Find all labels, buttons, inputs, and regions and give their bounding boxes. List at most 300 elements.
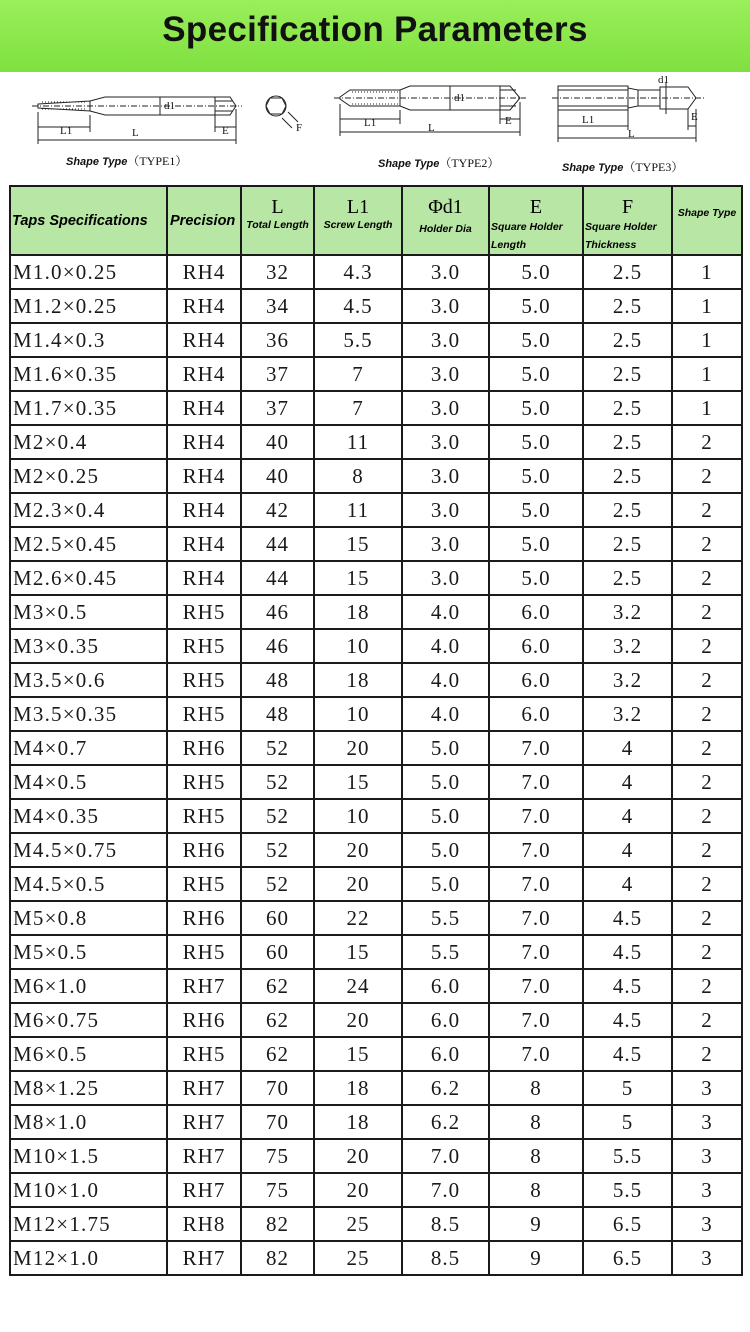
cell-square-holder-length: 7.0 [489, 765, 583, 799]
cell-total-length: 60 [241, 901, 314, 935]
cell-square-holder-length: 5.0 [489, 255, 583, 289]
table-row [10, 833, 742, 867]
title-banner [0, 0, 750, 72]
cell-shape-type: 2 [672, 765, 742, 799]
cell-square-holder-length: 5.0 [489, 357, 583, 391]
cell-precision: RH5 [167, 663, 241, 697]
cell-square-holder-length: 8 [489, 1071, 583, 1105]
header-l1 [314, 186, 402, 255]
cell-holder-dia: 6.0 [402, 1003, 489, 1037]
cell-screw-length: 10 [314, 799, 402, 833]
cell-square-holder-thickness: 2.5 [583, 289, 672, 323]
cell-square-holder-length: 9 [489, 1207, 583, 1241]
cell-precision: RH7 [167, 1173, 241, 1207]
cell-shape-type: 3 [672, 1241, 742, 1275]
page-title: Specification Parameters [162, 10, 588, 49]
cell-spec: M4×0.35 [10, 799, 167, 833]
cell-total-length: 46 [241, 629, 314, 663]
table-row [10, 867, 742, 901]
cell-spec: M1.0×0.25 [10, 255, 167, 289]
cell-square-holder-thickness: 4 [583, 867, 672, 901]
cell-holder-dia: 3.0 [402, 425, 489, 459]
cell-total-length: 70 [241, 1105, 314, 1139]
cell-precision: RH4 [167, 459, 241, 493]
cell-spec: M12×1.0 [10, 1241, 167, 1275]
cell-shape-type: 2 [672, 935, 742, 969]
table-row [10, 1207, 742, 1241]
cell-screw-length: 11 [314, 493, 402, 527]
cell-spec: M1.7×0.35 [10, 391, 167, 425]
type3-caption [562, 158, 683, 175]
table-row [10, 561, 742, 595]
f-label: F [296, 122, 303, 134]
cell-precision: RH4 [167, 493, 241, 527]
cell-total-length: 52 [241, 867, 314, 901]
cell-spec: M10×1.5 [10, 1139, 167, 1173]
cell-spec: M12×1.75 [10, 1207, 167, 1241]
cell-precision: RH6 [167, 901, 241, 935]
cell-square-holder-length: 8 [489, 1173, 583, 1207]
cell-total-length: 75 [241, 1173, 314, 1207]
cell-square-holder-length: 7.0 [489, 833, 583, 867]
cell-spec: M4×0.5 [10, 765, 167, 799]
cell-holder-dia: 6.0 [402, 1037, 489, 1071]
cell-precision: RH6 [167, 1003, 241, 1037]
cell-total-length: 44 [241, 527, 314, 561]
cell-spec: M1.6×0.35 [10, 357, 167, 391]
cell-spec: M4×0.7 [10, 731, 167, 765]
cell-precision: RH5 [167, 765, 241, 799]
header-d1-desc: Holder Dia [419, 223, 472, 235]
type1-caption [66, 152, 187, 169]
cell-square-holder-thickness: 3.2 [583, 629, 672, 663]
cell-square-holder-thickness: 2.5 [583, 459, 672, 493]
header-e-symbol: E [529, 196, 543, 218]
shape-type1-diagram [30, 82, 320, 172]
l1-label: L1 [60, 125, 73, 137]
cell-square-holder-thickness: 4 [583, 731, 672, 765]
cell-holder-dia: 3.0 [402, 561, 489, 595]
cell-shape-type: 2 [672, 629, 742, 663]
cell-square-holder-thickness: 2.5 [583, 323, 672, 357]
cell-shape-type: 3 [672, 1071, 742, 1105]
cell-precision: RH4 [167, 357, 241, 391]
cell-spec: M2.3×0.4 [10, 493, 167, 527]
cell-holder-dia: 8.5 [402, 1241, 489, 1275]
cell-spec: M2.6×0.45 [10, 561, 167, 595]
cell-screw-length: 18 [314, 663, 402, 697]
cell-spec: M3×0.5 [10, 595, 167, 629]
cell-precision: RH4 [167, 323, 241, 357]
type3-caption-label: Shape Type [562, 162, 624, 174]
d1-label: d1 [454, 92, 465, 104]
cell-screw-length: 15 [314, 1037, 402, 1071]
cell-spec: M2×0.25 [10, 459, 167, 493]
cell-precision: RH4 [167, 425, 241, 459]
cell-screw-length: 4.5 [314, 289, 402, 323]
cell-square-holder-length: 7.0 [489, 969, 583, 1003]
cell-holder-dia: 4.0 [402, 663, 489, 697]
table-row [10, 629, 742, 663]
table-row [10, 799, 742, 833]
cell-total-length: 32 [241, 255, 314, 289]
cell-holder-dia: 3.0 [402, 357, 489, 391]
cell-square-holder-thickness: 2.5 [583, 391, 672, 425]
cell-total-length: 82 [241, 1207, 314, 1241]
cell-shape-type: 3 [672, 1139, 742, 1173]
specification-table [9, 185, 743, 1276]
table-row [10, 357, 742, 391]
header-d1-symbol: Φd1 [428, 196, 463, 218]
cell-square-holder-thickness: 4.5 [583, 1037, 672, 1071]
cell-holder-dia: 3.0 [402, 459, 489, 493]
cell-total-length: 62 [241, 1003, 314, 1037]
cell-precision: RH4 [167, 255, 241, 289]
cell-holder-dia: 6.2 [402, 1071, 489, 1105]
cell-shape-type: 2 [672, 1003, 742, 1037]
cell-holder-dia: 5.0 [402, 867, 489, 901]
cell-shape-type: 2 [672, 459, 742, 493]
cell-square-holder-thickness: 3.2 [583, 663, 672, 697]
cell-square-holder-thickness: 6.5 [583, 1207, 672, 1241]
cell-square-holder-length: 7.0 [489, 935, 583, 969]
cell-shape-type: 2 [672, 527, 742, 561]
cell-square-holder-length: 7.0 [489, 901, 583, 935]
cell-shape-type: 2 [672, 697, 742, 731]
table-row [10, 901, 742, 935]
cell-screw-length: 20 [314, 1003, 402, 1037]
cell-total-length: 42 [241, 493, 314, 527]
cell-total-length: 48 [241, 697, 314, 731]
table-row [10, 1139, 742, 1173]
type1-caption-label: Shape Type [66, 156, 128, 168]
cell-square-holder-length: 5.0 [489, 561, 583, 595]
cell-square-holder-thickness: 4 [583, 833, 672, 867]
cell-square-holder-length: 7.0 [489, 731, 583, 765]
cell-holder-dia: 3.0 [402, 493, 489, 527]
cell-screw-length: 10 [314, 697, 402, 731]
cell-square-holder-length: 5.0 [489, 527, 583, 561]
table-row [10, 663, 742, 697]
table-row [10, 255, 742, 289]
cell-square-holder-length: 7.0 [489, 799, 583, 833]
cell-holder-dia: 4.0 [402, 595, 489, 629]
cell-spec: M4.5×0.5 [10, 867, 167, 901]
cell-shape-type: 1 [672, 255, 742, 289]
cell-shape-type: 2 [672, 901, 742, 935]
cell-holder-dia: 7.0 [402, 1173, 489, 1207]
cell-total-length: 44 [241, 561, 314, 595]
cell-holder-dia: 8.5 [402, 1207, 489, 1241]
cell-square-holder-length: 5.0 [489, 425, 583, 459]
cell-screw-length: 8 [314, 459, 402, 493]
header-l1-symbol: L1 [346, 196, 370, 218]
cell-square-holder-length: 6.0 [489, 697, 583, 731]
cell-square-holder-length: 6.0 [489, 595, 583, 629]
cell-total-length: 82 [241, 1241, 314, 1275]
cell-spec: M4.5×0.75 [10, 833, 167, 867]
cell-shape-type: 3 [672, 1105, 742, 1139]
e-label: E [691, 111, 698, 123]
cell-shape-type: 2 [672, 663, 742, 697]
cell-total-length: 52 [241, 833, 314, 867]
cell-shape-type: 3 [672, 1173, 742, 1207]
cell-square-holder-thickness: 4.5 [583, 935, 672, 969]
cell-precision: RH7 [167, 1105, 241, 1139]
cell-precision: RH5 [167, 595, 241, 629]
header-d1 [402, 186, 489, 255]
cell-square-holder-thickness: 6.5 [583, 1241, 672, 1275]
cell-shape-type: 1 [672, 391, 742, 425]
type2-caption-label: Shape Type [378, 158, 440, 170]
cell-square-holder-thickness: 4.5 [583, 1003, 672, 1037]
cell-shape-type: 3 [672, 1207, 742, 1241]
l1-label: L1 [364, 117, 377, 129]
cell-shape-type: 1 [672, 357, 742, 391]
table-header-row [10, 186, 742, 255]
cell-precision: RH6 [167, 731, 241, 765]
cell-screw-length: 10 [314, 629, 402, 663]
cell-shape-type: 2 [672, 425, 742, 459]
table-row [10, 1241, 742, 1275]
cell-screw-length: 15 [314, 561, 402, 595]
e-label: E [222, 125, 229, 137]
cell-precision: RH4 [167, 289, 241, 323]
cell-screw-length: 4.3 [314, 255, 402, 289]
cell-shape-type: 2 [672, 595, 742, 629]
cell-precision: RH5 [167, 867, 241, 901]
header-precision: Precision [167, 186, 241, 255]
cell-shape-type: 1 [672, 289, 742, 323]
cell-holder-dia: 6.0 [402, 969, 489, 1003]
cell-square-holder-length: 9 [489, 1241, 583, 1275]
cell-holder-dia: 4.0 [402, 697, 489, 731]
cell-screw-length: 18 [314, 595, 402, 629]
cell-spec: M2.5×0.45 [10, 527, 167, 561]
header-f-desc: Square Holder Thickness [585, 221, 657, 251]
cell-shape-type: 2 [672, 1037, 742, 1071]
cell-total-length: 37 [241, 391, 314, 425]
cell-spec: M6×1.0 [10, 969, 167, 1003]
table-row [10, 765, 742, 799]
cell-holder-dia: 5.0 [402, 833, 489, 867]
cell-screw-length: 7 [314, 357, 402, 391]
cell-precision: RH5 [167, 935, 241, 969]
header-shape-type-label: Shape Type [677, 207, 737, 219]
cell-spec: M8×1.0 [10, 1105, 167, 1139]
table-row [10, 1071, 742, 1105]
table-row [10, 969, 742, 1003]
cell-precision: RH7 [167, 1071, 241, 1105]
e-label: E [505, 115, 512, 127]
cell-total-length: 37 [241, 357, 314, 391]
cell-square-holder-length: 5.0 [489, 323, 583, 357]
cell-screw-length: 24 [314, 969, 402, 1003]
cell-shape-type: 2 [672, 561, 742, 595]
cell-shape-type: 2 [672, 799, 742, 833]
cell-total-length: 40 [241, 425, 314, 459]
cell-precision: RH4 [167, 391, 241, 425]
table-row [10, 289, 742, 323]
cell-holder-dia: 5.0 [402, 799, 489, 833]
l-label: L [628, 128, 635, 140]
cell-precision: RH7 [167, 1241, 241, 1275]
cell-screw-length: 15 [314, 765, 402, 799]
cell-screw-length: 20 [314, 833, 402, 867]
table-row [10, 527, 742, 561]
cell-holder-dia: 5.5 [402, 901, 489, 935]
cell-shape-type: 2 [672, 867, 742, 901]
cell-precision: RH4 [167, 527, 241, 561]
cell-precision: RH5 [167, 629, 241, 663]
table-row [10, 1037, 742, 1071]
cell-precision: RH7 [167, 969, 241, 1003]
cell-spec: M1.2×0.25 [10, 289, 167, 323]
cell-square-holder-thickness: 5 [583, 1105, 672, 1139]
cell-spec: M3.5×0.6 [10, 663, 167, 697]
cell-shape-type: 1 [672, 323, 742, 357]
cell-total-length: 52 [241, 799, 314, 833]
shape-type2-diagram [330, 82, 540, 177]
cell-holder-dia: 7.0 [402, 1139, 489, 1173]
cell-holder-dia: 5.5 [402, 935, 489, 969]
header-shape-type [672, 186, 742, 255]
l-label: L [428, 122, 435, 134]
cell-square-holder-thickness: 2.5 [583, 425, 672, 459]
cell-precision: RH5 [167, 1037, 241, 1071]
cell-total-length: 46 [241, 595, 314, 629]
type2-caption [378, 154, 499, 171]
cell-precision: RH7 [167, 1139, 241, 1173]
cell-square-holder-length: 5.0 [489, 493, 583, 527]
l1-label: L1 [582, 114, 595, 126]
cell-square-holder-length: 5.0 [489, 391, 583, 425]
d1-label: d1 [164, 100, 175, 112]
cell-shape-type: 2 [672, 969, 742, 1003]
header-l-desc: Total Length [246, 219, 309, 231]
cell-square-holder-thickness: 2.5 [583, 561, 672, 595]
cell-total-length: 52 [241, 731, 314, 765]
header-f [583, 186, 672, 255]
cell-square-holder-length: 7.0 [489, 1037, 583, 1071]
table-row [10, 1173, 742, 1207]
header-f-symbol: F [621, 196, 634, 218]
type2-caption-value: （TYPE2） [439, 156, 500, 170]
cell-square-holder-thickness: 3.2 [583, 697, 672, 731]
d1-label: d1 [658, 74, 669, 86]
cell-square-holder-thickness: 5.5 [583, 1173, 672, 1207]
cell-total-length: 75 [241, 1139, 314, 1173]
cell-screw-length: 18 [314, 1105, 402, 1139]
cell-total-length: 52 [241, 765, 314, 799]
cell-shape-type: 2 [672, 493, 742, 527]
cell-screw-length: 5.5 [314, 323, 402, 357]
cell-shape-type: 2 [672, 833, 742, 867]
table-row [10, 1105, 742, 1139]
cell-holder-dia: 6.2 [402, 1105, 489, 1139]
cell-holder-dia: 5.0 [402, 731, 489, 765]
cell-total-length: 62 [241, 969, 314, 1003]
cell-screw-length: 18 [314, 1071, 402, 1105]
cell-square-holder-length: 6.0 [489, 629, 583, 663]
cell-holder-dia: 3.0 [402, 391, 489, 425]
table-row [10, 595, 742, 629]
header-taps-specifications: Taps Specifications [10, 186, 167, 255]
cell-total-length: 62 [241, 1037, 314, 1071]
cell-precision: RH5 [167, 799, 241, 833]
table-row [10, 323, 742, 357]
cell-precision: RH5 [167, 697, 241, 731]
cell-square-holder-length: 8 [489, 1139, 583, 1173]
cell-square-holder-length: 7.0 [489, 867, 583, 901]
cell-square-holder-thickness: 2.5 [583, 493, 672, 527]
cell-square-holder-thickness: 5 [583, 1071, 672, 1105]
cell-spec: M5×0.8 [10, 901, 167, 935]
l-label: L [132, 127, 139, 139]
cell-precision: RH4 [167, 561, 241, 595]
cell-square-holder-thickness: 2.5 [583, 357, 672, 391]
cell-square-holder-thickness: 4.5 [583, 901, 672, 935]
table-row [10, 459, 742, 493]
type3-caption-value: （TYPE3） [623, 160, 684, 174]
table-row [10, 1003, 742, 1037]
cell-screw-length: 11 [314, 425, 402, 459]
cell-square-holder-thickness: 5.5 [583, 1139, 672, 1173]
cell-screw-length: 20 [314, 731, 402, 765]
cell-spec: M2×0.4 [10, 425, 167, 459]
cell-square-holder-length: 7.0 [489, 1003, 583, 1037]
table-row [10, 935, 742, 969]
cell-square-holder-length: 8 [489, 1105, 583, 1139]
cell-spec: M10×1.0 [10, 1173, 167, 1207]
table-body [10, 255, 742, 1275]
table-row [10, 425, 742, 459]
cell-holder-dia: 3.0 [402, 527, 489, 561]
cell-screw-length: 15 [314, 935, 402, 969]
cell-screw-length: 22 [314, 901, 402, 935]
table-row [10, 697, 742, 731]
cell-total-length: 36 [241, 323, 314, 357]
cell-screw-length: 25 [314, 1241, 402, 1275]
cell-square-holder-length: 5.0 [489, 289, 583, 323]
cell-holder-dia: 3.0 [402, 323, 489, 357]
header-l [241, 186, 314, 255]
shape-type3-diagram [548, 74, 748, 179]
cell-shape-type: 2 [672, 731, 742, 765]
cell-holder-dia: 4.0 [402, 629, 489, 663]
cell-square-holder-thickness: 2.5 [583, 527, 672, 561]
cell-spec: M3.5×0.35 [10, 697, 167, 731]
header-l1-desc: Screw Length [323, 219, 393, 231]
cell-precision: RH6 [167, 833, 241, 867]
cell-total-length: 34 [241, 289, 314, 323]
header-e [489, 186, 583, 255]
cell-square-holder-thickness: 4 [583, 799, 672, 833]
cell-square-holder-length: 6.0 [489, 663, 583, 697]
cell-square-holder-length: 5.0 [489, 459, 583, 493]
table-row [10, 391, 742, 425]
cell-screw-length: 20 [314, 1173, 402, 1207]
header-l-symbol: L [271, 196, 284, 218]
cell-spec: M6×0.75 [10, 1003, 167, 1037]
cell-holder-dia: 3.0 [402, 289, 489, 323]
table-row [10, 493, 742, 527]
cell-spec: M3×0.35 [10, 629, 167, 663]
cell-holder-dia: 3.0 [402, 255, 489, 289]
cell-holder-dia: 5.0 [402, 765, 489, 799]
type1-caption-value: （TYPE1） [127, 154, 188, 168]
cell-total-length: 40 [241, 459, 314, 493]
